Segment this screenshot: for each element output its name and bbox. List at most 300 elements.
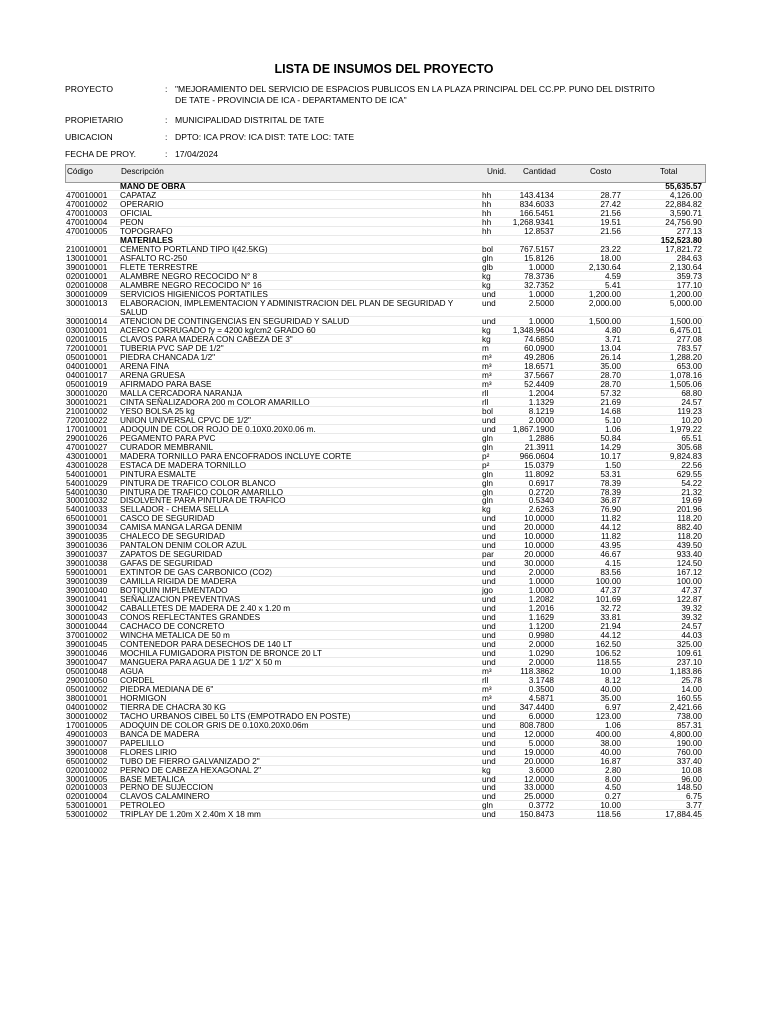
cell-cost: 21.56	[600, 226, 621, 236]
cell-code: 470010027	[66, 442, 108, 452]
cell-quantity: 1.1629	[528, 613, 554, 623]
header-unit: Unid.	[487, 167, 507, 176]
cell-total: 39.32	[681, 604, 702, 614]
meta-value: 17/04/2024	[175, 149, 219, 159]
cell-unit: und	[482, 622, 496, 632]
cell-unit: und	[482, 783, 496, 793]
cell-cost: 18.00	[600, 253, 621, 263]
cell-description: ATENCION DE CONTINGENCIAS EN SEGURIDAD Y SALUD	[120, 317, 350, 327]
cell-unit: und	[482, 514, 496, 524]
cell-code: 530010002	[66, 810, 108, 820]
cell-unit: kg	[482, 335, 491, 345]
cell-total: 857.31	[676, 720, 702, 730]
cell-unit: m³	[482, 370, 492, 380]
cell-description: ACERO CORRUGADO fy = 4200 kg/cm2 GRADO 60	[120, 326, 316, 336]
cell-description: CASCO DE SEGURIDAD	[120, 514, 215, 524]
cell-description: DISOLVENTE PARA PINTURA DE TRAFICO	[120, 496, 286, 506]
cell-total: 882.40	[676, 523, 702, 533]
cell-cost: 4.15	[604, 559, 621, 569]
cell-total: 68.80	[681, 388, 702, 398]
cell-code: 020010015	[66, 335, 108, 345]
cell-description: PETROLEO	[120, 801, 165, 811]
cell-cost: 19.51	[600, 217, 621, 227]
cell-unit: rll	[482, 397, 489, 407]
cell-description: FLORES LIRIO	[120, 747, 177, 757]
cell-cost: 16.87	[600, 756, 621, 766]
cell-code: 370010002	[66, 631, 108, 640]
cell-total: 629.55	[676, 469, 702, 479]
cell-unit: und	[482, 523, 496, 533]
cell-code: 040010002	[66, 702, 108, 712]
cell-cost: 40.00	[600, 747, 621, 757]
cell-total: 1,979.22	[669, 424, 702, 434]
cell-quantity: 1,867.1900	[512, 424, 554, 434]
table-row	[65, 613, 704, 622]
cell-description: TUBO DE FIERRO GALVANIZADO 2"	[120, 756, 260, 766]
cell-quantity: 1.2886	[528, 433, 554, 443]
cell-total: 17,884.45	[665, 810, 702, 820]
cell-total: 22.56	[681, 460, 702, 470]
cell-quantity: 12.0000	[524, 729, 554, 739]
cell-description: PERNO DE CABEZA HEXAGONAL 2"	[120, 765, 262, 775]
cell-code: 170010001	[66, 424, 108, 434]
cell-unit: und	[482, 415, 496, 425]
cell-quantity: 4.5871	[528, 693, 554, 703]
cell-description: PINTURA DE TRAFICO COLOR BLANCO	[120, 478, 276, 488]
cell-quantity: 12.8537	[524, 226, 554, 236]
cell-description: ADOQUIN DE COLOR ROJO DE 0.10X0.20X0.06 m.	[120, 424, 316, 434]
cell-total: 55,635.57	[665, 182, 702, 191]
cell-code: 050010048	[66, 666, 108, 676]
table-row	[65, 577, 704, 586]
cell-total: 4,126.00	[669, 190, 702, 200]
table-row	[65, 739, 704, 748]
cell-description: BOTIQUIN IMPLEMENTADO	[120, 586, 228, 596]
cell-cost: 43.95	[600, 541, 621, 551]
cell-total: 738.00	[676, 711, 702, 721]
cell-cost: 4.50	[604, 783, 621, 793]
cell-quantity: 2.0000	[528, 568, 554, 578]
cell-cost: 38.00	[600, 738, 621, 748]
cell-description: GAFAS DE SEGURIDAD	[120, 559, 213, 569]
cell-description: MANO DE OBRA	[120, 182, 186, 191]
cell-code: 020010002	[66, 765, 108, 775]
cell-code: 590010001	[66, 568, 108, 578]
cell-total: 14.00	[681, 684, 702, 694]
table-row	[65, 218, 704, 227]
cell-cost: 76.90	[600, 505, 621, 515]
cell-cost: 57.32	[600, 388, 621, 398]
cell-code: 020010008	[66, 280, 108, 290]
cell-cost: 21.56	[600, 208, 621, 218]
cell-code: 390010046	[66, 648, 108, 658]
cell-code: 390010038	[66, 559, 108, 569]
cell-description: PANTALON DENIM COLOR AZUL	[120, 541, 247, 551]
cell-quantity: 6.0000	[528, 711, 554, 721]
cell-unit: gln	[482, 478, 494, 488]
cell-description: AFIRMADO PARA BASE	[120, 379, 212, 389]
cell-description: CABALLETES DE MADERA DE 2.40 x 1.20 m	[120, 604, 291, 614]
cell-code: 300010013	[66, 298, 108, 308]
cell-unit: kg	[482, 280, 491, 290]
cell-quantity: 20.0000	[524, 756, 554, 766]
table-row	[65, 667, 704, 676]
table-row	[65, 523, 704, 532]
cell-description: CLAVOS CALAMINERO	[120, 792, 210, 802]
cell-quantity: 37.5667	[524, 370, 554, 380]
cell-unit: und	[482, 317, 496, 327]
cell-cost: 8.12	[604, 675, 621, 685]
cell-quantity: 60.0900	[524, 344, 554, 353]
cell-description: CHALECO DE SEGURIDAD	[120, 532, 225, 542]
table-row	[65, 461, 704, 470]
cell-code: 290010050	[66, 675, 108, 685]
supplies-table	[65, 182, 704, 819]
cell-quantity: 1.2082	[528, 595, 554, 605]
cell-unit: m³	[482, 379, 492, 389]
table-row	[65, 488, 704, 497]
cell-cost: 2,000.00	[588, 298, 621, 308]
cell-code: 390010039	[66, 577, 108, 587]
cell-code: 300010005	[66, 774, 108, 784]
table-row	[65, 703, 704, 712]
cell-total: 2,421.66	[669, 702, 702, 712]
cell-code: 300010042	[66, 604, 108, 614]
cell-code: 390010034	[66, 523, 108, 533]
cell-quantity: 0.6917	[528, 478, 554, 488]
cell-code: 300010032	[66, 496, 108, 506]
cell-unit: und	[482, 424, 496, 434]
cell-code: 390010045	[66, 639, 108, 649]
cell-code: 540010033	[66, 505, 108, 515]
cell-description: TUBERIA PVC SAP DE 1/2"	[120, 344, 224, 353]
cell-unit: hh	[482, 190, 492, 200]
cell-description: TIERRA DE CHACRA 30 KG	[120, 702, 226, 712]
cell-unit: bol	[482, 406, 494, 416]
cell-quantity: 30.0000	[524, 559, 554, 569]
cell-total: 190.00	[676, 738, 702, 748]
cell-code: 530010001	[66, 801, 108, 811]
cell-code: 390010040	[66, 586, 108, 596]
cell-description: ELABORACION, IMPLEMENTACION Y ADMINISTRACION DEL PLAN DE SEGURIDAD Y SALUD	[120, 298, 454, 317]
cell-code: 540010030	[66, 487, 108, 497]
cell-description: PEGAMENTO PARA PVC	[120, 433, 216, 443]
cell-description: CINTA SEÑALIZADORA 200 m COLOR AMARILLO	[120, 397, 310, 407]
cell-description: ALAMBRE NEGRO RECOCIDO N° 16	[120, 280, 262, 290]
cell-code: 020010001	[66, 271, 108, 281]
cell-quantity: 767.5157	[519, 244, 554, 254]
cell-quantity: 1,348.9604	[512, 326, 554, 336]
table-row	[65, 550, 704, 559]
cell-description: PINTURA ESMALTE	[120, 469, 196, 479]
cell-quantity: 0.9980	[528, 631, 554, 640]
cell-total: 9,824.83	[669, 451, 702, 461]
cell-unit: gln	[482, 469, 494, 479]
cell-description: WINCHA METALICA DE 50 m	[120, 631, 230, 640]
cell-description: SEÑALIZACION PREVENTIVAS	[120, 595, 240, 605]
cell-description: MADERA TORNILLO PARA ENCOFRADOS INCLUYE CORTE	[120, 451, 352, 461]
cell-description: ALAMBRE NEGRO RECOCIDO N° 8	[120, 271, 258, 281]
cell-description: PAPELILLO	[120, 738, 164, 748]
cell-code: 050010019	[66, 379, 108, 389]
cell-quantity: 347.4400	[519, 702, 554, 712]
cell-code: 300010021	[66, 397, 108, 407]
cell-cost: 400.00	[595, 729, 621, 739]
cell-total: 359.73	[676, 271, 702, 281]
cell-description: PIEDRA CHANCADA 1/2"	[120, 352, 216, 362]
cell-quantity: 3.6000	[528, 765, 554, 775]
cell-unit: und	[482, 577, 496, 587]
table-row	[65, 541, 704, 550]
cell-total: 109.61	[676, 648, 702, 658]
cell-total: 4,800.00	[669, 729, 702, 739]
cell-cost: 101.69	[595, 595, 621, 605]
table-row	[65, 209, 704, 218]
cell-total: 152,523.80	[660, 235, 702, 245]
cell-total: 96.00	[681, 774, 702, 784]
cell-total: 24.57	[681, 397, 702, 407]
cell-quantity: 1.2016	[528, 604, 554, 614]
cell-code: 300010009	[66, 289, 108, 299]
table-row	[65, 748, 704, 757]
table-row	[65, 200, 704, 209]
cell-total: 47.37	[681, 586, 702, 596]
cell-total: 6,475.01	[669, 326, 702, 336]
cell-quantity: 12.0000	[524, 774, 554, 784]
cell-quantity: 2.6263	[528, 505, 554, 515]
cell-description: TRIPLAY DE 1.20m X 2.40m X 18 mm	[120, 810, 261, 820]
cell-code: 390010047	[66, 657, 108, 667]
cell-total: 6.75	[685, 792, 702, 802]
cell-quantity: 5.0000	[528, 738, 554, 748]
cell-unit: m³	[482, 352, 492, 362]
cell-unit: und	[482, 729, 496, 739]
cell-quantity: 3.1748	[528, 675, 554, 685]
header-code: Código	[67, 167, 93, 176]
cell-code: 290010026	[66, 433, 108, 443]
meta-value: DPTO: ICA PROV: ICA DIST: TATE LOC: TATE	[175, 132, 355, 142]
cell-unit: und	[482, 720, 496, 730]
cell-cost: 47.37	[600, 586, 621, 596]
cell-quantity: 1.0000	[528, 262, 554, 272]
cell-quantity: 2.5000	[528, 298, 554, 308]
cell-unit: und	[482, 711, 496, 721]
table-row	[65, 658, 704, 667]
cell-unit: hh	[482, 208, 492, 218]
page-title: LISTA DE INSUMOS DEL PROYECTO	[274, 62, 494, 76]
cell-description: ASFALTO RC-250	[120, 253, 188, 263]
table-row	[65, 559, 704, 568]
cell-cost: 33.81	[600, 613, 621, 623]
cell-unit: hh	[482, 226, 492, 236]
cell-cost: 46.67	[600, 550, 621, 560]
cell-quantity: 150.8473	[519, 810, 554, 820]
cell-unit: p²	[482, 460, 490, 470]
cell-cost: 14.68	[600, 406, 621, 416]
cell-quantity: 1.0000	[528, 317, 554, 327]
cell-quantity: 118.3862	[520, 666, 554, 676]
cell-total: 653.00	[676, 361, 702, 371]
table-row	[65, 191, 704, 200]
table-row	[65, 810, 704, 819]
cell-quantity: 1.0000	[528, 586, 554, 596]
meta-label: UBICACION	[65, 132, 113, 142]
meta-label: PROYECTO	[65, 84, 114, 94]
cell-quantity: 166.5451	[519, 208, 554, 218]
header-quantity: Cantidad	[523, 167, 556, 176]
cell-quantity: 74.6850	[524, 335, 554, 345]
cell-description: OFICIAL	[120, 208, 153, 218]
cell-description: ARENA FINA	[120, 361, 170, 371]
cell-unit: rll	[482, 388, 489, 398]
cell-description: TACHO URBANOS CIBEL 50 LTS (EMPOTRADO EN POSTE)	[120, 711, 351, 721]
cell-description: YESO BOLSA 25 kg	[120, 406, 195, 416]
group-row	[65, 236, 704, 245]
cell-total: 325.00	[676, 639, 702, 649]
cell-quantity: 143.4134	[519, 190, 554, 200]
cell-code: 470010005	[66, 226, 108, 236]
cell-total: 933.40	[676, 550, 702, 560]
cell-unit: und	[482, 613, 496, 623]
cell-quantity: 25.0000	[524, 792, 554, 802]
cell-code: 380010001	[66, 693, 108, 703]
cell-code: 170010005	[66, 720, 108, 730]
table-row	[65, 344, 704, 353]
cell-description: ESTACA DE MADERA TORNILLO	[120, 460, 247, 470]
cell-unit: glb	[482, 262, 494, 272]
cell-cost: 1,200.00	[588, 289, 621, 299]
table-row	[65, 380, 704, 389]
meta-value: "MEJORAMIENTO DEL SERVICIO DE ESPACIOS PUBLICOS EN LA PLAZA PRINCIPAL DEL CC.PP. PUNO DEL DISTRITO DE TATE - PROVINCIA DE ICA - DEPARTAMENTO DE ICA"	[175, 84, 655, 105]
cell-cost: 44.12	[600, 631, 621, 640]
cell-cost: 2,130.64	[588, 262, 621, 272]
cell-total: 65.51	[681, 433, 702, 443]
cell-total: 1,288.20	[669, 352, 702, 362]
table-row	[65, 317, 704, 326]
cell-quantity: 0.3772	[528, 801, 554, 811]
cell-unit: m³	[482, 666, 492, 676]
cell-cost: 1,500.00	[588, 317, 621, 327]
table-row	[65, 505, 704, 514]
cell-code: 300010043	[66, 613, 108, 623]
cell-description: ADOQUIN DE COLOR GRIS DE 0.10X0.20X0.06m	[120, 720, 309, 730]
cell-code: 390010008	[66, 747, 108, 757]
table-row	[65, 775, 704, 784]
cell-unit: bol	[482, 244, 494, 254]
header-cost: Costo	[590, 167, 612, 176]
table-row	[65, 649, 704, 658]
cell-description: SERVICIOS HIGIENICOS PORTATILES	[120, 289, 268, 299]
table-row	[65, 730, 704, 739]
cell-cost: 21.69	[600, 397, 621, 407]
cell-total: 783.57	[676, 344, 702, 353]
cell-code: 650010002	[66, 756, 108, 766]
cell-unit: kg	[482, 765, 491, 775]
cell-unit: gln	[482, 253, 494, 263]
cell-quantity: 11.8092	[524, 469, 554, 479]
cell-total: 148.50	[676, 783, 702, 793]
cell-unit: und	[482, 657, 496, 667]
cell-quantity: 1.1200	[528, 622, 554, 632]
cell-quantity: 49.2806	[524, 352, 554, 362]
cell-total: 337.40	[676, 756, 702, 766]
table-row	[65, 299, 704, 318]
cell-quantity: 15.8126	[524, 253, 554, 263]
cell-cost: 4.80	[604, 326, 621, 336]
table-row	[65, 335, 704, 344]
cell-description: CURADOR MEMBRANIL	[120, 442, 214, 452]
meta-label: FECHA DE PROY.	[65, 149, 136, 159]
cell-description: ARENA GRUESA	[120, 370, 186, 380]
cell-quantity: 0.5340	[528, 496, 554, 506]
table-row	[65, 425, 704, 434]
table-row	[65, 281, 704, 290]
table-row	[65, 443, 704, 452]
cell-unit: und	[482, 792, 496, 802]
cell-cost: 21.94	[600, 622, 621, 632]
cell-cost: 10.00	[600, 666, 621, 676]
cell-cost: 118.56	[596, 810, 621, 820]
cell-unit: gln	[482, 487, 494, 497]
cell-total: 2,130.64	[669, 262, 702, 272]
cell-total: 1,183.86	[669, 666, 702, 676]
cell-total: 237.10	[676, 657, 702, 667]
cell-code: 490010003	[66, 729, 108, 739]
cell-total: 284.63	[676, 253, 702, 263]
table-row	[65, 721, 704, 730]
cell-total: 5,000.00	[669, 298, 702, 308]
cell-total: 760.00	[676, 747, 702, 757]
cell-unit: m³	[482, 361, 492, 371]
cell-code: 050010001	[66, 352, 108, 362]
cell-unit: und	[482, 298, 496, 308]
cell-unit: und	[482, 756, 496, 766]
cell-unit: kg	[482, 271, 491, 281]
cell-description: MATERIALES	[120, 235, 174, 245]
cell-cost: 23.22	[600, 244, 621, 254]
cell-unit: gln	[482, 496, 494, 506]
cell-cost: 28.70	[600, 379, 621, 389]
table-row	[65, 245, 704, 254]
cell-total: 119.23	[677, 406, 702, 416]
cell-code: 390010037	[66, 550, 108, 560]
cell-cost: 11.82	[600, 532, 621, 542]
cell-total: 305.68	[676, 442, 702, 452]
cell-total: 24.57	[681, 622, 702, 632]
cell-description: CLAVOS PARA MADERA CON CABEZA DE 3"	[120, 335, 293, 345]
cell-total: 19.69	[681, 496, 702, 506]
table-row	[65, 604, 704, 613]
cell-quantity: 1.1329	[528, 397, 554, 407]
cell-description: OPERARIO	[120, 199, 164, 209]
cell-code: 470010001	[66, 190, 108, 200]
cell-unit: und	[482, 559, 496, 569]
cell-unit: und	[482, 747, 496, 757]
header-description: Descripción	[121, 167, 164, 176]
cell-total: 21.32	[681, 487, 702, 497]
cell-cost: 1.06	[604, 424, 621, 434]
cell-unit: und	[482, 631, 496, 640]
cell-unit: par	[482, 550, 494, 560]
cell-total: 1,078.16	[669, 370, 702, 380]
cell-description: PEON	[120, 217, 144, 227]
cell-quantity: 33.0000	[524, 783, 554, 793]
cell-unit: und	[482, 774, 496, 784]
cell-quantity: 78.3736	[524, 271, 554, 281]
cell-code: 040010017	[66, 370, 108, 380]
cell-code: 300010044	[66, 622, 108, 632]
cell-code: 050010002	[66, 684, 108, 694]
